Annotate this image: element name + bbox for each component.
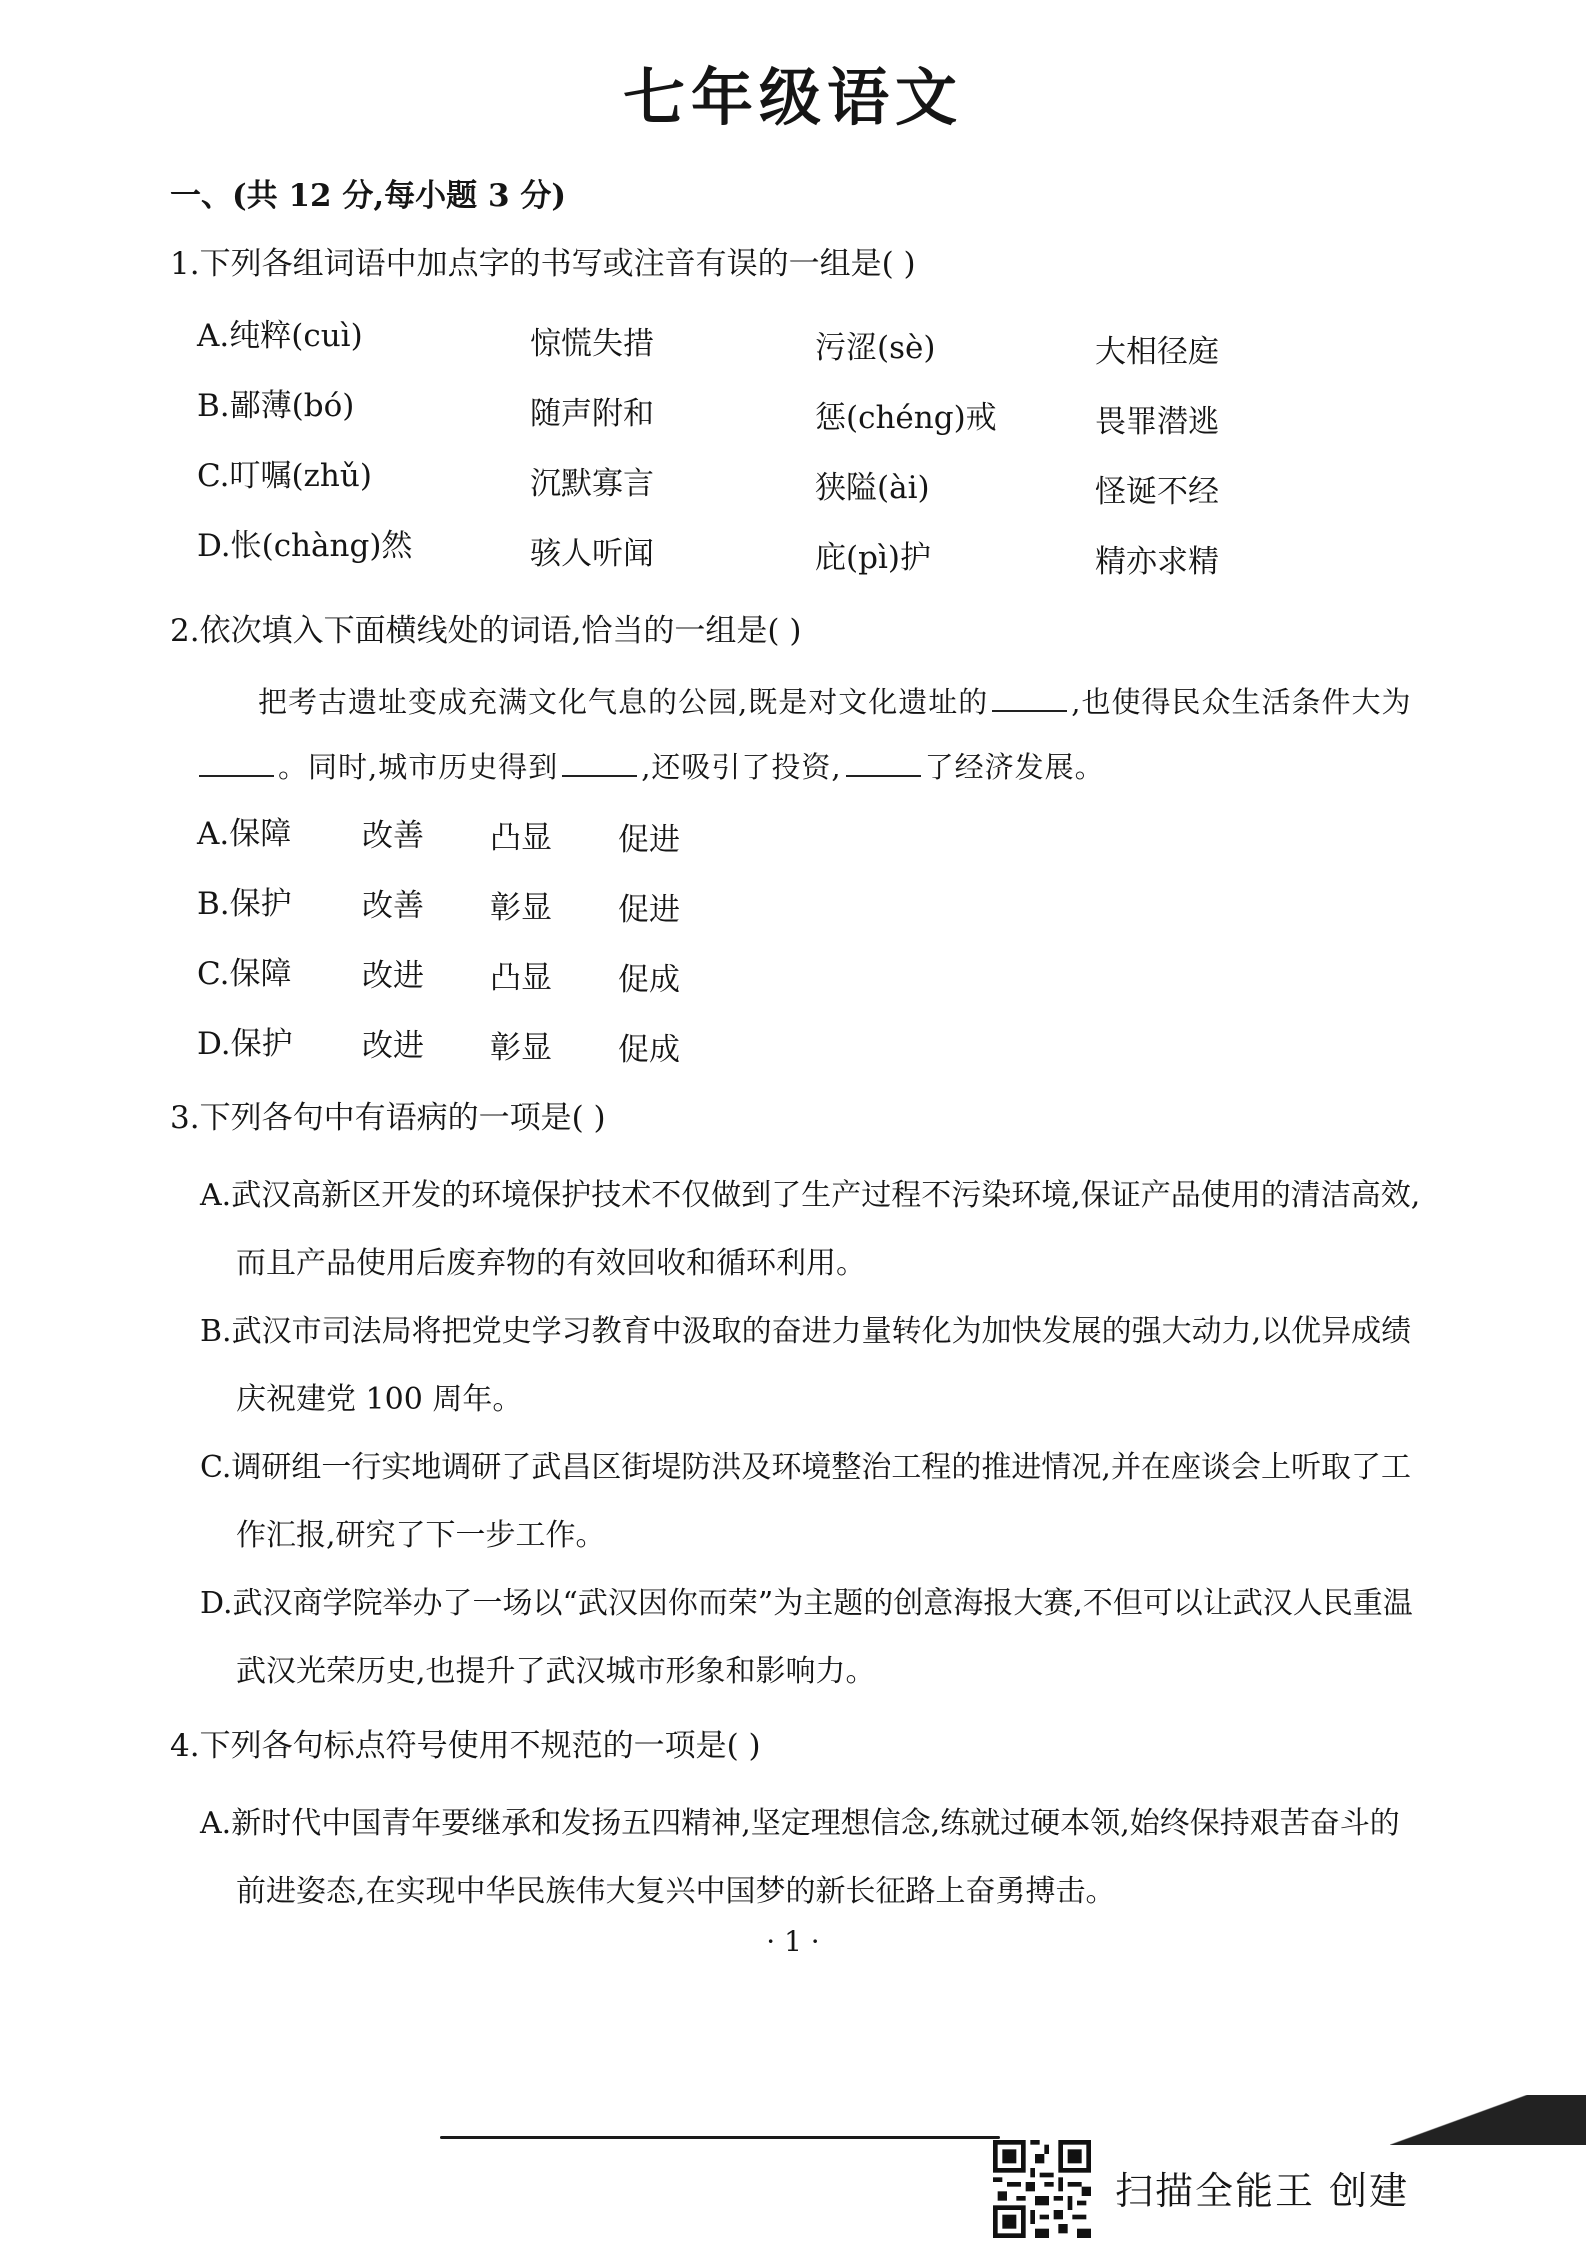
q2-option-c-col3: 凸显 [490,960,552,996]
section-heading: 一、(共 12 分,每小题 3 分) [170,178,567,214]
q3-option-c [200,1434,1460,1570]
q3-option-d-line-1: D.武汉商学院举办了一场以“武汉因你而荣”为主题的创意海报大赛,不但可以让武汉人民重温 [200,1586,1413,1621]
q4-option-a [200,1790,1460,1926]
question-2-stem: 2.依次填入下面横线处的词语,恰当的一组是( ) [170,613,802,649]
q2-passage-line-2 [195,745,1105,786]
q3-option-c-line-2: 作汇报,研究了下一步工作。 [236,1518,606,1553]
q2-option-a-col4: 促进 [618,822,680,858]
q3-option-a-line-1: A.武汉高新区开发的环境保护技术不仅做到了生产过程不污染环境,保证产品使用的清洁高效, [200,1178,1421,1213]
q2-option-b-col1: B.保护 [197,886,292,922]
q3-option-c-line-1: C.调研组一行实地调研了武昌区街堤防洪及环境整治工程的推进情况,并在座谈会上听取了工 [200,1450,1411,1485]
q2-option-b-col3: 彰显 [490,890,552,926]
q3-option-b [200,1298,1460,1434]
qr-code-icon [993,2140,1091,2238]
q2-passage-part-5: 了经济发展。 [924,750,1105,784]
q1-option-c-col1: C.叮嘱(zhǔ) [197,458,372,494]
q2-option-c-col2: 改进 [362,958,424,994]
q4-option-a-line-2: 前进姿态,在实现中华民族伟大复兴中国梦的新长征路上奋勇搏击。 [236,1874,1116,1909]
q1-option-c-col4: 怪诞不经 [1095,474,1219,510]
q1-option-b-col4: 畏罪潜逃 [1095,404,1219,440]
q3-option-d [200,1570,1460,1706]
q4-option-a-line-1: A.新时代中国青年要继承和发扬五四精神,坚定理想信念,练就过硬本领,始终保持艰苦奋斗的 [200,1806,1400,1841]
page-title: 七年级语文 [622,61,963,134]
question-3-stem: 3.下列各句中有语病的一项是( ) [170,1100,606,1136]
scan-corner-shadow [1390,2095,1586,2145]
q1-option-b-col3: 惩(chéng)戒 [815,400,997,436]
q1-option-a-col3: 污涩(sè) [815,330,936,366]
q2-passage-part-1: 把考古遗址变成充满文化气息的公园,既是对文化遗址的 [258,685,989,719]
q1-option-a-col1: A.纯粹(cuì) [197,318,363,354]
q1-option-b-col1: B.鄙薄(bó) [197,388,355,424]
scan-edge-line [440,2136,1000,2139]
q2-passage-part-3: 。同时,城市历史得到 [278,750,559,784]
q3-option-a-line-2: 而且产品使用后废弃物的有效回收和循环利用。 [236,1246,866,1281]
q2-option-a-col3: 凸显 [490,820,552,856]
q2-option-d-col4: 促成 [618,1032,680,1068]
q2-option-a-col1: A.保障 [197,816,292,852]
q2-option-d-col1: D.保护 [197,1026,293,1062]
question-4-stem: 4.下列各句标点符号使用不规范的一项是( ) [170,1728,761,1764]
q3-option-b-line-1: B.武汉市司法局将把党史学习教育中汲取的奋进力量转化为加快发展的强大动力,以优异成绩 [200,1314,1412,1349]
q2-option-d-col3: 彰显 [490,1030,552,1066]
answer-blank-1[interactable] [992,682,1067,712]
q1-option-d-col3: 庇(pì)护 [815,540,931,576]
q1-option-a-col4: 大相径庭 [1095,334,1219,370]
q3-option-a [200,1162,1460,1298]
q2-passage-part-2: ,也使得民众生活条件大为 [1071,685,1412,719]
q2-option-b-col2: 改善 [362,888,424,924]
q1-option-a-col2: 惊慌失措 [530,326,654,362]
q2-option-b-col4: 促进 [618,892,680,928]
q1-option-d-col4: 精亦求精 [1095,544,1219,580]
answer-blank-2[interactable] [199,747,274,777]
question-1-stem: 1.下列各组词语中加点字的书写或注音有误的一组是( ) [170,246,916,282]
q2-option-c-col4: 促成 [618,962,680,998]
q3-option-b-line-2: 庆祝建党 100 周年。 [236,1382,523,1417]
q2-passage-part-4: ,还吸引了投资, [641,750,842,784]
q2-option-d-col2: 改进 [362,1028,424,1064]
scanner-watermark: 扫描全能王 创建 [1115,2169,1410,2213]
answer-blank-4[interactable] [846,747,921,777]
q1-option-d-col2: 骇人听闻 [530,536,654,572]
q2-passage-line-1 [258,680,1411,721]
q2-option-a-col2: 改善 [362,818,424,854]
q2-option-c-col1: C.保障 [197,956,292,992]
answer-blank-3[interactable] [562,747,637,777]
q1-option-b-col2: 随声附和 [530,396,654,432]
q3-option-d-line-2: 武汉光荣历史,也提升了武汉城市形象和影响力。 [236,1654,876,1689]
q1-option-c-col2: 沉默寡言 [530,466,654,502]
page-number: · 1 · [766,1925,820,1958]
q1-option-c-col3: 狭隘(ài) [815,470,930,506]
q1-option-d-col1: D.怅(chàng)然 [197,528,413,564]
